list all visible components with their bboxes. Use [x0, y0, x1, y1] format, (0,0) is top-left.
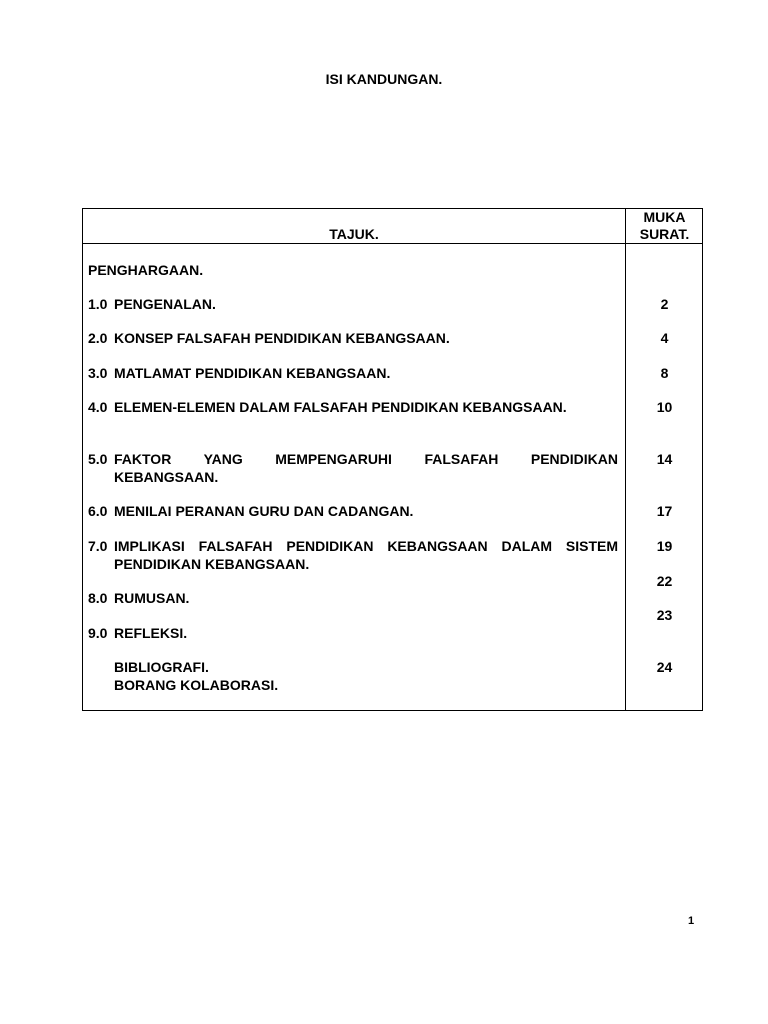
header-topic: TAJUK. [329, 226, 379, 242]
toc-entry-5 [88, 450, 618, 486]
toc-entry-3 [88, 364, 618, 382]
toc-entry-number: 3.0 [88, 365, 108, 381]
page-number-cell: 14 [656, 451, 673, 467]
toc-entry-text: MATLAMAT PENDIDIKAN KEBANGSAAN. [114, 365, 391, 381]
toc-entry-collaboration-form [88, 676, 618, 694]
toc-entry-acknowledgement [88, 261, 618, 279]
footer-page-number: 1 [688, 915, 695, 927]
page-title: ISI KANDUNGAN. [325, 71, 443, 87]
toc-entry-text: REFLEKSI. [114, 625, 188, 641]
toc-entry-number: 9.0 [88, 625, 108, 641]
toc-entry-number: 7.0 [88, 538, 108, 554]
toc-entry-number: 8.0 [88, 590, 108, 606]
page-number-cell: 23 [656, 607, 673, 623]
page-number-cell: 17 [656, 503, 673, 519]
toc-entry-text: MENILAI PERANAN GURU DAN CADANGAN. [114, 503, 414, 519]
page-number-cell: 4 [660, 330, 669, 346]
toc-entry-number: 1.0 [88, 296, 108, 312]
toc-entry-text: ELEMEN-ELEMEN DALAM FALSAFAH PENDIDIKAN KEBANGSAAN. [114, 399, 567, 415]
page-number-cell: 22 [656, 573, 673, 589]
toc-entry-text: PENGHARGAAN. [88, 262, 204, 278]
toc-entry-text-line1: FAKTOR YANG MEMPENGARUHI FALSAFAH PENDIDIKAN [114, 451, 618, 467]
header-page-line2: SURAT. [639, 226, 690, 242]
toc-entry-number: 2.0 [88, 330, 108, 346]
toc-entry-text-line1: IMPLIKASI FALSAFAH PENDIDIKAN KEBANGSAAN DALAM SISTEM [114, 538, 618, 554]
toc-entry-text: RUMUSAN. [114, 590, 190, 606]
toc-entry-bibliography [88, 658, 618, 676]
toc-entry-text-line2: KEBANGSAAN. [114, 469, 219, 485]
toc-entry-text-line2: PENDIDIKAN KEBANGSAAN. [114, 556, 310, 572]
toc-entry-number: 6.0 [88, 503, 108, 519]
page-number-cell: 24 [656, 659, 673, 675]
page-number-cell: 19 [656, 538, 673, 554]
toc-entry-2 [88, 329, 618, 347]
page-number-cell: 8 [660, 365, 669, 381]
header-divider [82, 243, 703, 244]
page-number-cell: 2 [660, 296, 669, 312]
toc-entry-8 [88, 589, 618, 607]
toc-entry-number: 5.0 [88, 451, 108, 467]
header-page [626, 209, 703, 243]
toc-entry-9 [88, 624, 618, 642]
header-page-line1: MUKA [643, 209, 686, 225]
toc-entry-number: 4.0 [88, 399, 108, 415]
toc-entry-1 [88, 295, 618, 313]
toc-entry-4 [88, 398, 618, 416]
toc-entry-7 [88, 537, 618, 573]
toc-entry-text: BORANG KOLABORASI. [114, 677, 279, 693]
toc-entry-text: PENGENALAN. [114, 296, 216, 312]
toc-entry-text: KONSEP FALSAFAH PENDIDIKAN KEBANGSAAN. [114, 330, 450, 346]
toc-entry-6 [88, 502, 618, 520]
toc-entry-text: BIBLIOGRAFI. [114, 659, 209, 675]
page-number-cell: 10 [656, 399, 673, 415]
